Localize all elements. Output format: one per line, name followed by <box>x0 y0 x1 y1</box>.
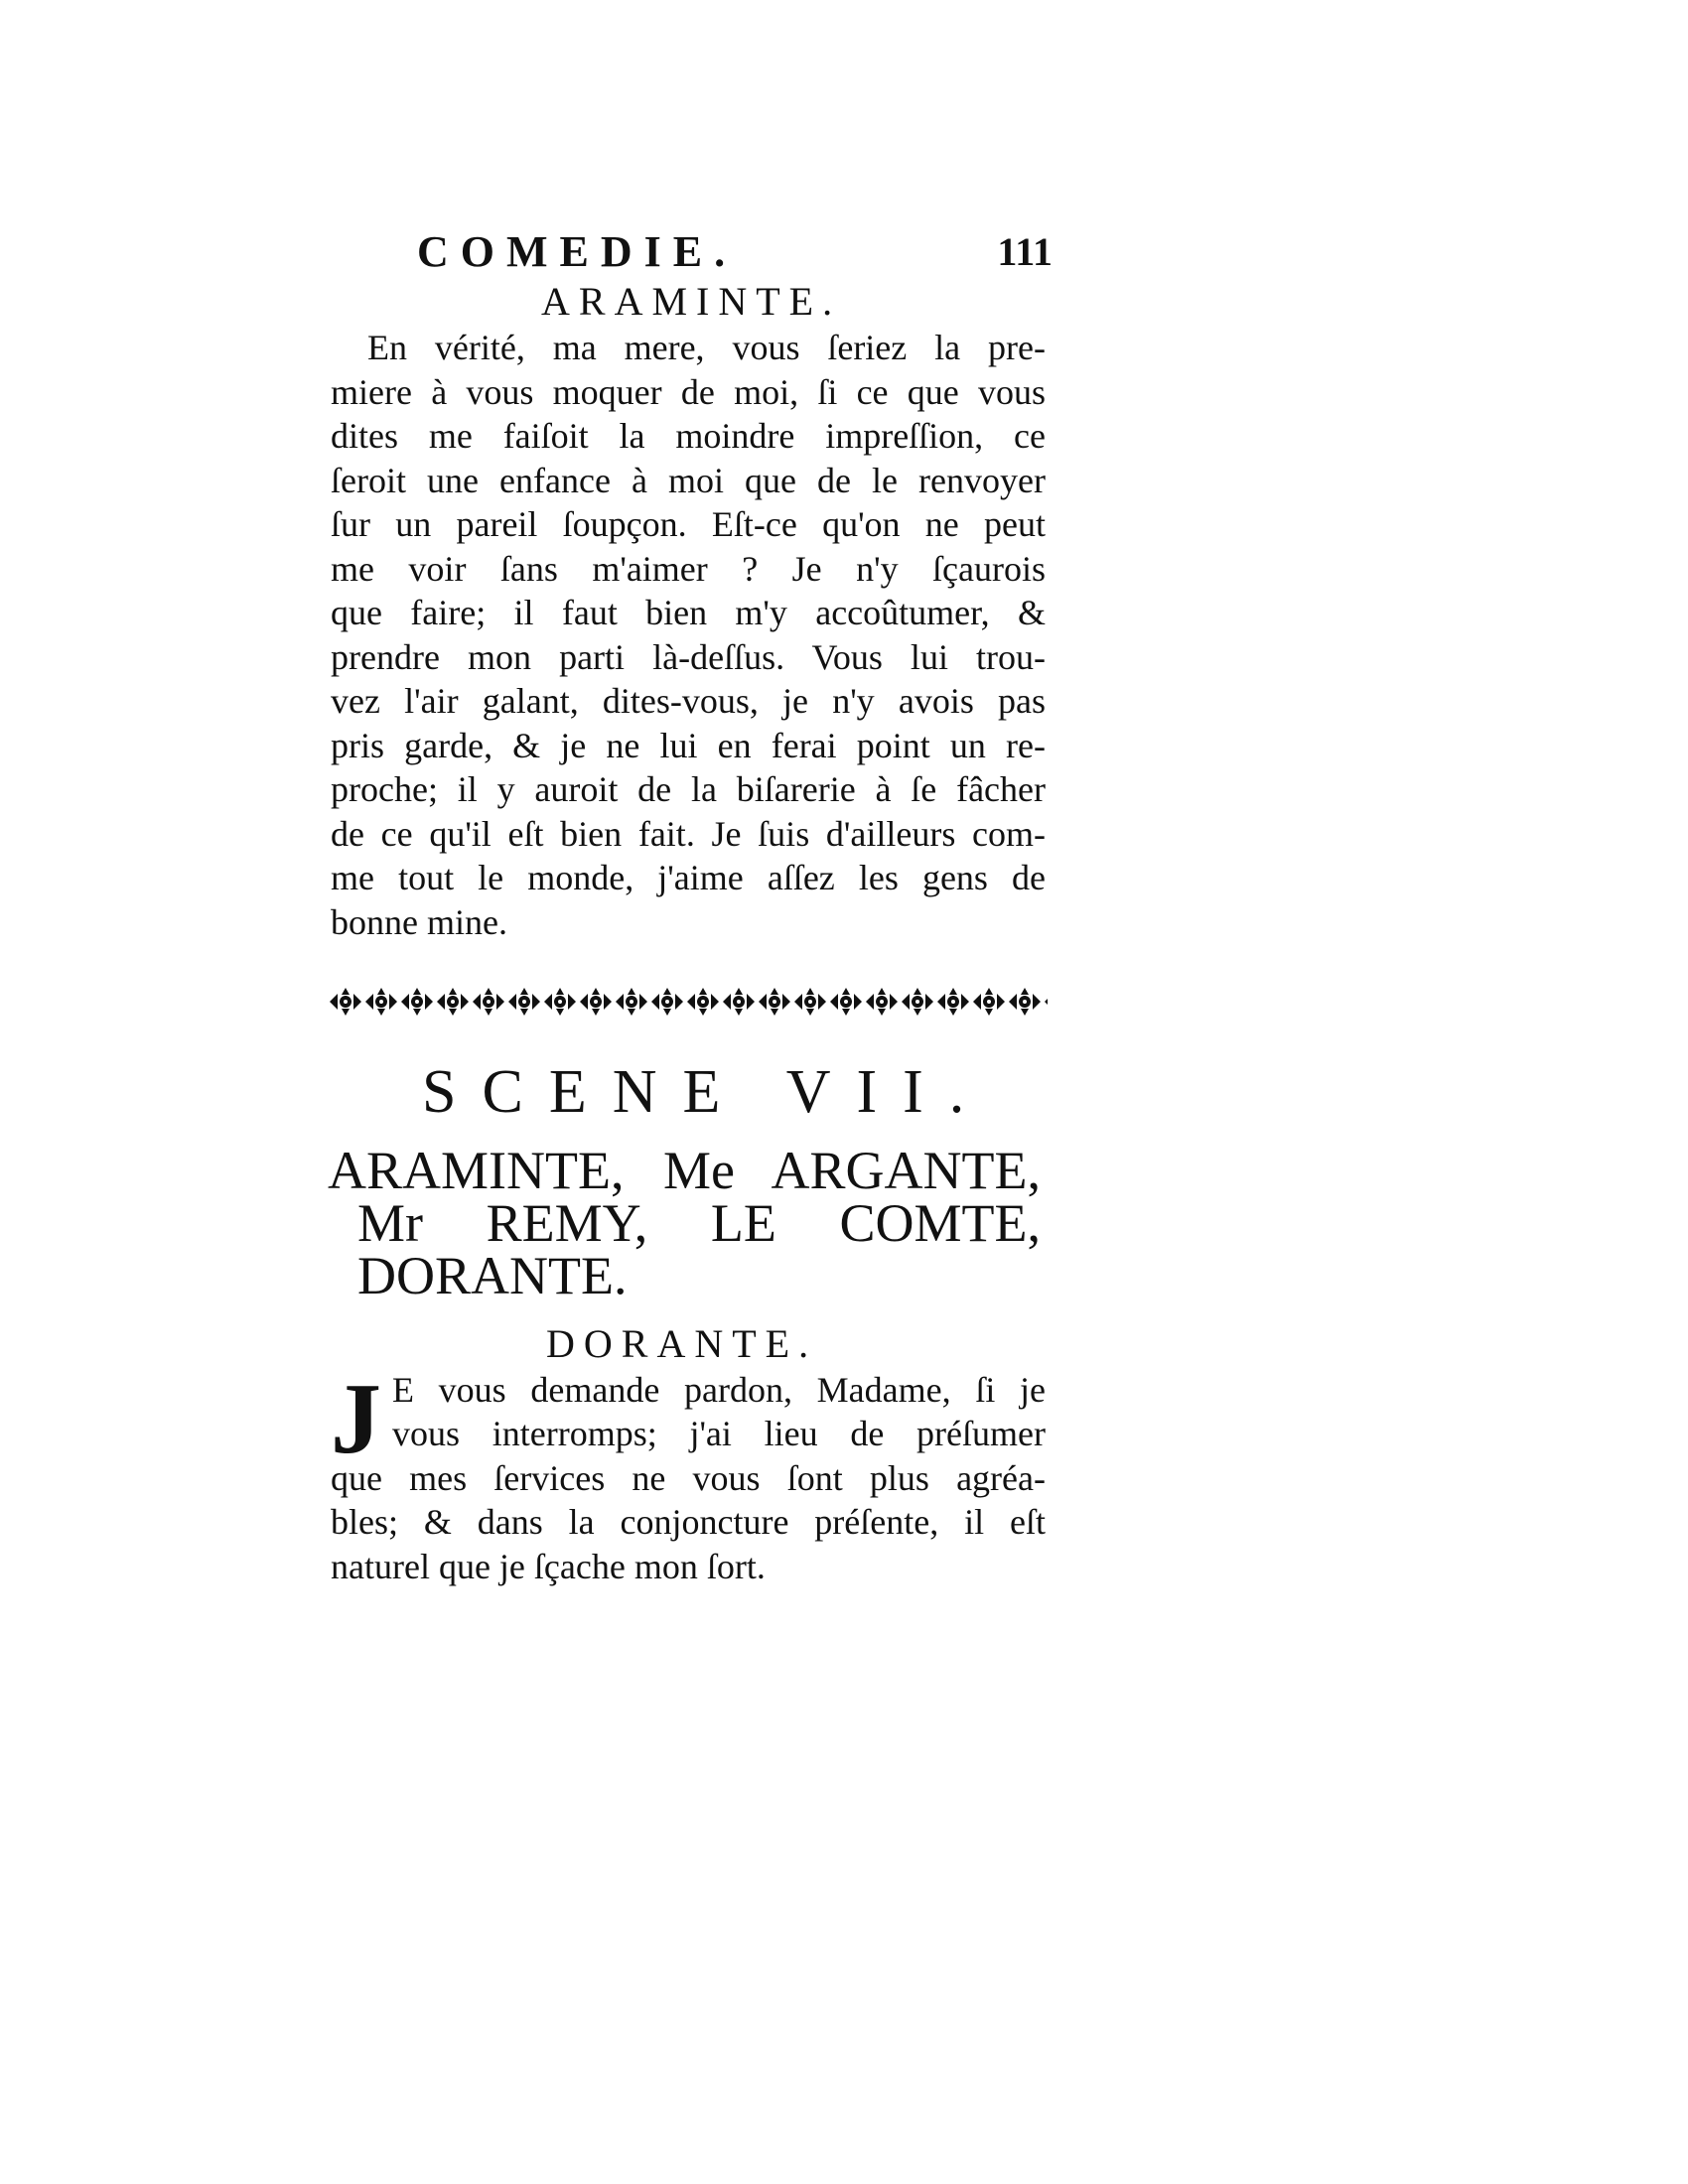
text-line: vez l'air galant, dites-vous, je n'y avois pas <box>331 681 1046 721</box>
text-line: miere à vous moquer de moi, ſi ce que vous <box>331 372 1046 412</box>
text-line: bonne mine. <box>331 902 507 942</box>
text-line: me voir ſans m'aimer ? Je n'y ſçaurois <box>331 549 1046 589</box>
text-line: ſur un pareil ſoupçon. Eſt-ce qu'on ne peut <box>331 504 1046 544</box>
text-line: me tout le monde, j'aime aſſez les gens de <box>331 858 1046 897</box>
text-line: que faire; il faut bien m'y accoûtumer, & <box>331 593 1046 632</box>
text-line: de ce qu'il eſt bien fait. Je ſuis d'ailleurs com- <box>331 814 1046 854</box>
cast-line: Mr REMY, LE COMTE, <box>357 1193 1041 1253</box>
text-line: que mes ſervices ne vous ſont plus agréa- <box>331 1458 1046 1498</box>
cast-line: ARAMINTE, Me ARGANTE, <box>328 1141 1041 1200</box>
speaker-name: DORANTE. <box>546 1321 818 1366</box>
running-title: COMEDIE. <box>417 227 738 276</box>
text-line: naturel que je ſçache mon ſort. <box>331 1547 766 1586</box>
text-line: proche; il y auroit de la biſarerie à ſe fâcher <box>331 769 1046 809</box>
speaker-name: ARAMINTE. <box>541 279 842 324</box>
cast-line: DORANTE. <box>357 1246 628 1305</box>
text-line: pris garde, & je ne lui en ferai point un re- <box>331 726 1046 765</box>
text-line: bles; & dans la conjoncture préſente, il eſt <box>331 1502 1046 1542</box>
text-line: En vérité, ma mere, vous ſeriez la pre- <box>367 328 1046 367</box>
page-header <box>417 226 1053 276</box>
text-line: prendre mon parti là-deſſus. Vous lui trou- <box>331 637 1046 677</box>
decorative-ornament-band <box>328 985 1048 1019</box>
scene-title: SCENE VII. <box>422 1058 991 1126</box>
drop-cap: J <box>331 1363 381 1475</box>
text-line: dites me faiſoit la moindre impreſſion, ce <box>331 416 1046 456</box>
page-number: 111 <box>997 229 1053 274</box>
text-line: ſeroit une enfance à moi que de le renvoyer <box>331 461 1046 500</box>
text-line: vous interromps; j'ai lieu de préſumer <box>392 1414 1046 1453</box>
text-line: E vous demande pardon, Madame, ſi je <box>392 1370 1046 1410</box>
